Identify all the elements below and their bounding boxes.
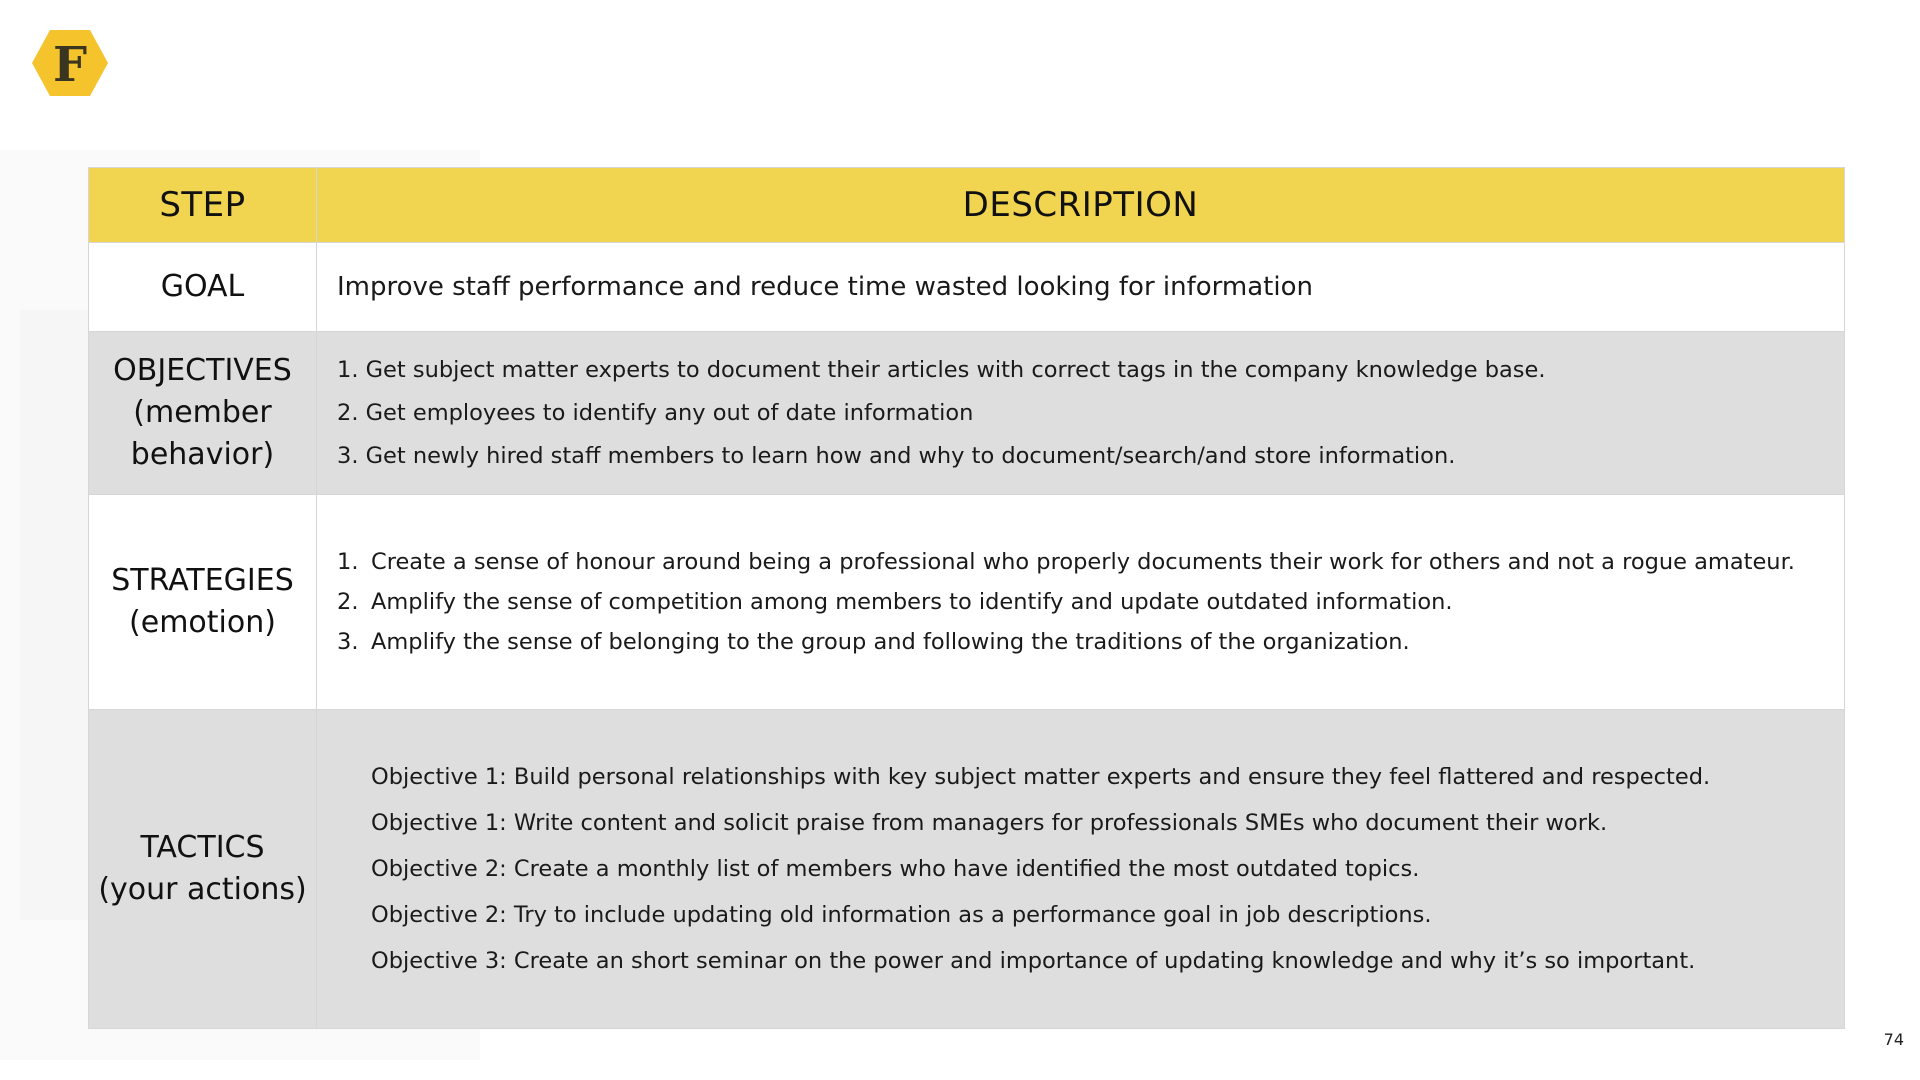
- table-row-goal: [89, 243, 1845, 332]
- strategy-item: [337, 586, 1824, 618]
- header-description: DESCRIPTION: [317, 168, 1845, 243]
- step-strategies-line: STRATEGIES: [111, 563, 294, 598]
- tactic-item: Objective 2: Create a monthly list of members who have identified the most outdated topics.: [371, 856, 1420, 882]
- strategy-text: Create a sense of honour around being a professional who properly documents their work for others and not a rogue amateur.: [371, 549, 1795, 575]
- page-number: 74: [1883, 1030, 1904, 1049]
- tactic-item: Objective 1: Build personal relationships with key subject matter experts and ensure they feel flattered and respected.: [371, 764, 1711, 790]
- strategy-text: Amplify the sense of competition among members to identify and update outdated information.: [371, 589, 1453, 615]
- strategy-number: 1.: [337, 549, 359, 575]
- step-objectives-line: behavior): [130, 437, 275, 472]
- tactic-item: Objective 1: Write content and solicit praise from managers for professionals SMEs who document their work.: [371, 810, 1608, 836]
- table-row-objectives: [89, 332, 1845, 495]
- strategy-text: Amplify the sense of belonging to the group and following the traditions of the organization.: [371, 629, 1410, 655]
- step-strategies-line: (emotion): [129, 605, 276, 640]
- step-tactics-line: (your actions): [98, 872, 307, 907]
- step-objectives-line: (member: [133, 395, 272, 430]
- table-row-tactics: [89, 710, 1845, 1029]
- tactic-item: Objective 3: Create an short seminar on the power and importance of updating knowledge and why it’s so important.: [371, 948, 1696, 974]
- objective-item: 2. Get employees to identify any out of date information: [337, 399, 974, 426]
- tactic-item: Objective 2: Try to include updating old information as a performance goal in job descriptions.: [371, 902, 1432, 928]
- strategies-list: [337, 546, 1824, 658]
- strategy-table: [88, 167, 1845, 1029]
- objective-item: 1. Get subject matter experts to document their articles with correct tags in the company knowledge base.: [337, 356, 1546, 383]
- strategies-description: [317, 495, 1845, 710]
- strategy-item: [337, 626, 1824, 658]
- strategy-number: 3.: [337, 629, 359, 655]
- step-tactics-line: TACTICS: [140, 830, 265, 865]
- logo-letter: F: [52, 37, 88, 93]
- step-strategies: [89, 495, 317, 710]
- strategy-number: 2.: [337, 589, 359, 615]
- step-goal: GOAL: [89, 243, 317, 332]
- step-tactics: [89, 710, 317, 1029]
- goal-text: Improve staff performance and reduce time wasted looking for information: [337, 272, 1313, 302]
- tactics-description: [317, 710, 1845, 1029]
- table-row-strategies: [89, 495, 1845, 710]
- step-objectives-line: OBJECTIVES: [113, 353, 292, 388]
- objectives-list: [317, 332, 1845, 495]
- tactics-list: [337, 754, 1824, 984]
- goal-description: [317, 243, 1845, 332]
- objective-item: 3. Get newly hired staff members to learn how and why to document/search/and store information.: [337, 442, 1456, 469]
- step-objectives: [89, 332, 317, 495]
- company-logo: [30, 28, 110, 98]
- strategy-item: [337, 546, 1824, 578]
- header-step: STEP: [89, 168, 317, 243]
- table-header-row: [89, 168, 1845, 243]
